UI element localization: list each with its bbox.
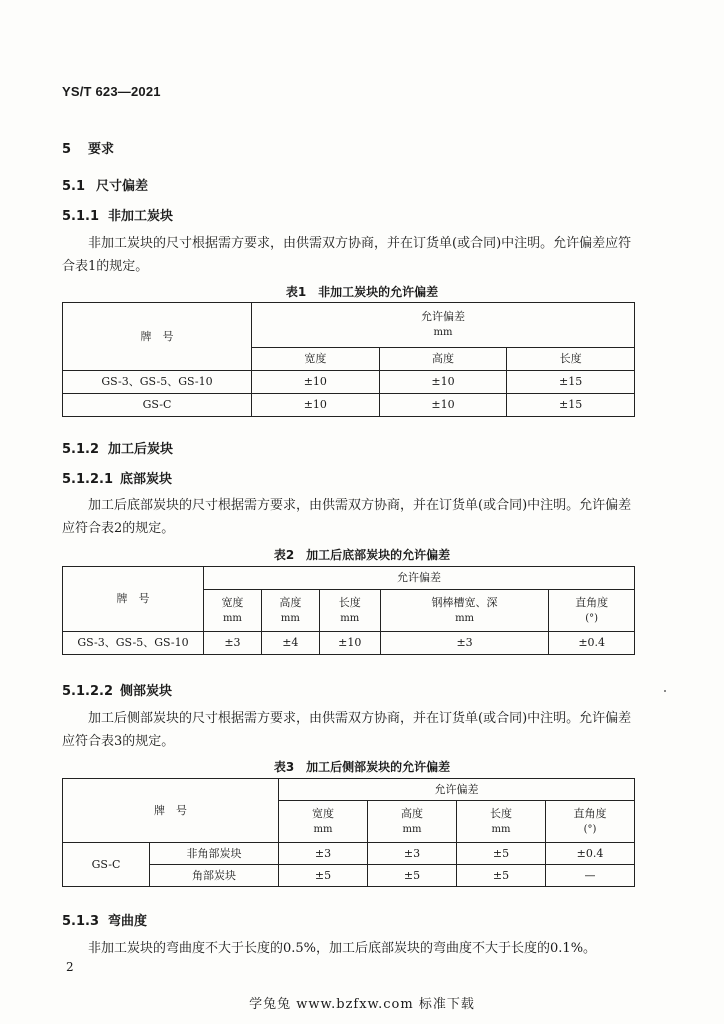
tolerance-unit: mm (433, 327, 453, 338)
value-cell: ±4 (261, 632, 319, 655)
column-header (457, 801, 546, 843)
value-cell: ±3 (279, 843, 368, 865)
column-header: 高度 (379, 348, 507, 371)
column-name: 宽度 (221, 595, 244, 609)
brand-cell: GS-3、GS-5、GS-10 (63, 371, 252, 394)
value-cell: ±10 (319, 632, 380, 655)
column-unit: mm (402, 823, 422, 835)
section-title: 非加工炭块 (108, 209, 174, 224)
table-row (63, 632, 635, 655)
section-title: 尺寸偏差 (96, 179, 149, 194)
column-header (546, 801, 635, 843)
value-cell: ±10 (252, 394, 380, 417)
column-header (319, 590, 380, 632)
column-name: 直角度 (573, 806, 607, 820)
column-name: 高度 (279, 595, 302, 609)
section-title: 要求 (88, 142, 115, 157)
scan-speck (664, 690, 666, 692)
download-footer: 学兔兔 www.bzfxw.com 标准下载 (249, 997, 475, 1012)
brand-header: 牌 号 (63, 567, 204, 632)
tolerance-header: 允许偏差 (279, 779, 635, 801)
section-number: 5.1 (62, 179, 86, 194)
value-cell: ±5 (457, 865, 546, 887)
column-name: 钢棒槽宽、深 (431, 595, 498, 609)
section-title: 侧部炭块 (120, 684, 173, 699)
table-3-caption: 表3 加工后侧部炭块的允许偏差 (273, 760, 451, 774)
brand-header: 牌 号 (63, 303, 252, 371)
section-number: 5 (62, 142, 72, 157)
column-unit: mm (491, 823, 511, 835)
section-title: 加工后炭块 (108, 442, 174, 457)
value-cell: ±3 (368, 843, 457, 865)
column-header (279, 801, 368, 843)
tolerance-header: 允许偏差 (204, 567, 635, 590)
column-unit: mm (455, 612, 475, 624)
brand-cell: GS-C (63, 394, 252, 417)
section-5-1-1-heading (62, 205, 173, 224)
standard-number: YS/T 623—2021 (62, 84, 161, 99)
value-cell: ±3 (380, 632, 549, 655)
column-header: 长度 (507, 348, 635, 371)
column-header: 宽度 (252, 348, 380, 371)
block-type-cell: 角部炭块 (150, 865, 279, 887)
block-type-cell: 非角部炭块 (150, 843, 279, 865)
tolerance-label: 允许偏差 (421, 310, 465, 323)
brand-cell: GS-3、GS-5、GS-10 (63, 632, 204, 655)
value-cell: ±0.4 (549, 632, 635, 655)
value-cell: ±15 (507, 371, 635, 394)
table-1-caption: 表1 非加工炭块的允许偏差 (285, 285, 439, 299)
section-number: 5.1.2.1 (62, 472, 113, 487)
paragraph-5-1-1: 非加工炭块的尺寸根据需方要求，由供需双方协商，并在订货单(或合同)中注明。允许偏差应符合表1的规定。 (62, 236, 632, 274)
section-number: 5.1.1 (62, 209, 100, 224)
column-name: 长度 (338, 595, 361, 609)
value-cell: ±15 (507, 394, 635, 417)
section-5-1-3-heading (62, 910, 147, 929)
page-number: 2 (66, 960, 74, 974)
value-cell: ±3 (204, 632, 262, 655)
paragraph-5-1-2-1: 加工后底部炭块的尺寸根据需方要求，由供需双方协商，并在订货单(或合同)中注明。允许偏差应符合表2的规定。 (62, 498, 632, 536)
section-number: 5.1.2 (62, 442, 100, 457)
section-5-1-heading (62, 175, 148, 194)
column-unit: (°) (583, 823, 597, 835)
section-5-heading (62, 138, 114, 157)
value-cell: ±0.4 (546, 843, 635, 865)
section-title: 底部炭块 (120, 472, 173, 487)
column-header (368, 801, 457, 843)
table-3 (62, 778, 635, 887)
value-cell: ±5 (457, 843, 546, 865)
table-row (63, 371, 635, 394)
paragraph-5-1-2-2: 加工后侧部炭块的尺寸根据需方要求，由供需双方协商，并在订货单(或合同)中注明。允许偏差应符合表3的规定。 (62, 711, 632, 749)
brand-cell: GS-C (63, 843, 150, 887)
section-number: 5.1.3 (62, 914, 100, 929)
value-cell: ±10 (379, 394, 507, 417)
table-row (63, 394, 635, 417)
section-5-1-2-heading (62, 438, 173, 457)
column-unit: (°) (585, 612, 599, 624)
tolerance-header (252, 303, 635, 348)
column-header (549, 590, 635, 632)
brand-header: 牌 号 (63, 779, 279, 843)
column-name: 宽度 (312, 806, 334, 820)
value-cell: ±10 (379, 371, 507, 394)
column-header (380, 590, 549, 632)
column-name: 直角度 (575, 595, 609, 609)
value-cell: ±10 (252, 371, 380, 394)
column-unit: mm (340, 612, 360, 624)
column-unit: mm (313, 823, 333, 835)
column-unit: mm (280, 612, 300, 624)
value-cell: ±5 (279, 865, 368, 887)
column-name: 高度 (401, 806, 423, 820)
section-title: 弯曲度 (108, 914, 148, 929)
column-unit: mm (222, 612, 242, 624)
column-header (204, 590, 262, 632)
section-5-1-2-1-heading (62, 468, 172, 487)
column-name: 长度 (490, 806, 512, 820)
value-cell: — (546, 865, 635, 887)
table-2 (62, 566, 635, 655)
section-number: 5.1.2.2 (62, 684, 113, 699)
table-2-caption: 表2 加工后底部炭块的允许偏差 (273, 548, 451, 562)
section-5-1-2-2-heading (62, 680, 172, 699)
table-row (63, 843, 635, 865)
table-1 (62, 302, 635, 417)
value-cell: ±5 (368, 865, 457, 887)
column-header (261, 590, 319, 632)
paragraph-5-1-3: 非加工炭块的弯曲度不大于长度的0.5%，加工后底部炭块的弯曲度不大于长度的0.1%。 (88, 941, 597, 956)
